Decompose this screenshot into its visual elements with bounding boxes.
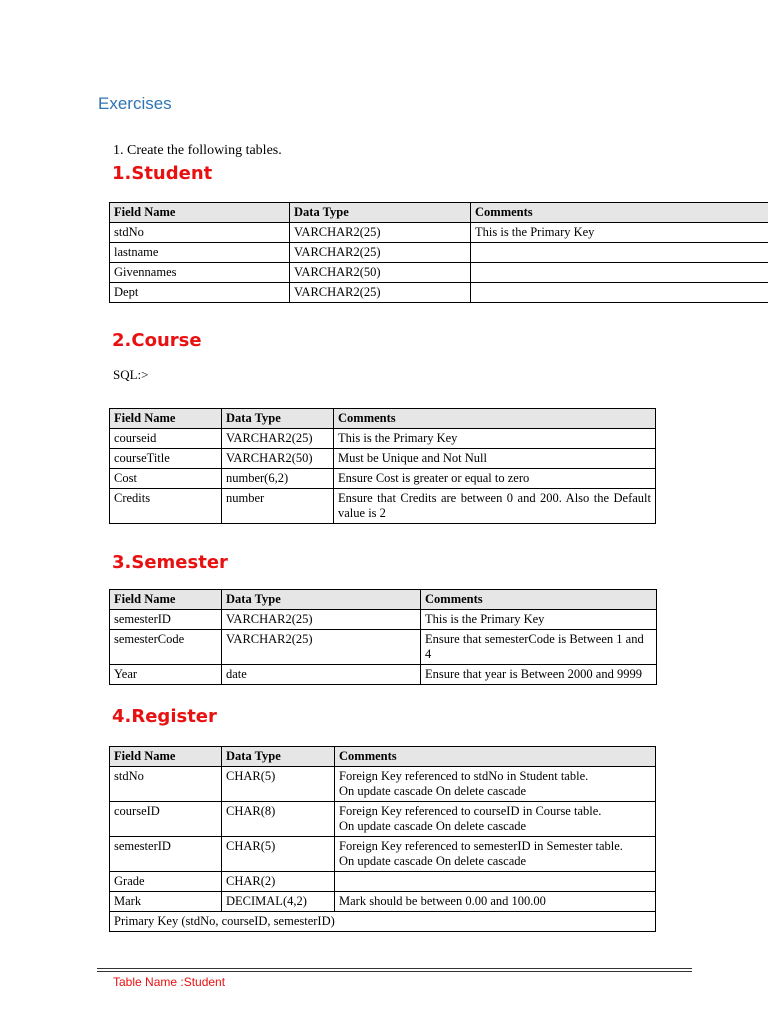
table-row — [110, 489, 656, 524]
comments-cell: Mark should be between 0.00 and 100.00 — [335, 892, 656, 912]
field-name-cell: Mark — [110, 892, 222, 912]
semester-table — [109, 589, 657, 685]
column-header: Data Type — [222, 409, 334, 429]
field-name-cell: Credits — [110, 489, 222, 524]
comments-cell: Must be Unique and Not Null — [334, 449, 656, 469]
table-row — [110, 223, 768, 243]
column-header: Field Name — [110, 409, 222, 429]
field-name-cell: lastname — [110, 243, 290, 263]
column-header: Comments — [421, 590, 657, 610]
sql-prompt: SQL:> — [113, 367, 149, 382]
column-header: Field Name — [110, 590, 222, 610]
table-row — [110, 283, 768, 303]
comments-cell — [335, 802, 656, 837]
table-row — [110, 630, 657, 665]
data-type-cell: VARCHAR2(25) — [222, 429, 334, 449]
column-header: Field Name — [110, 747, 222, 767]
comment-line: Foreign Key referenced to courseID in Course table. — [339, 804, 602, 818]
comment-line: Foreign Key referenced to stdNo in Student table. — [339, 769, 589, 783]
field-name-cell: stdNo — [110, 223, 290, 243]
column-header: Data Type — [290, 203, 471, 223]
footer-caption: Table Name :Student — [113, 975, 226, 989]
field-name-cell: semesterID — [110, 610, 222, 630]
section-title-register: 4.Register — [112, 706, 217, 727]
table-row — [110, 469, 656, 489]
data-type-cell: CHAR(5) — [222, 767, 335, 802]
comment-line: On update cascade On delete cascade — [339, 854, 527, 868]
data-type-cell: VARCHAR2(50) — [290, 263, 471, 283]
data-type-cell: number — [222, 489, 334, 524]
field-name-cell: Grade — [110, 872, 222, 892]
comments-cell: This is the Primary Key — [421, 610, 657, 630]
course-table — [109, 408, 656, 524]
primary-key-cell: Primary Key (stdNo, courseID, semesterID) — [110, 912, 656, 932]
field-name-cell: semesterID — [110, 837, 222, 872]
comments-cell: Ensure that year is Between 2000 and 9999 — [421, 665, 657, 685]
table-header-row — [110, 590, 657, 610]
field-name-cell: Givennames — [110, 263, 290, 283]
table-row — [110, 767, 656, 802]
comments-cell — [471, 283, 768, 303]
footer-divider — [97, 968, 692, 969]
intro-text: 1. Create the following tables. — [113, 143, 282, 158]
data-type-cell: DECIMAL(4,2) — [222, 892, 335, 912]
data-type-cell: number(6,2) — [222, 469, 334, 489]
table-header-row — [110, 203, 768, 223]
comments-cell — [471, 263, 768, 283]
table-header-row — [110, 747, 656, 767]
page-heading: Exercises — [98, 94, 172, 113]
comments-cell: Ensure that Credits are between 0 and 200. Also the Default value is 2 — [334, 489, 656, 524]
column-header: Data Type — [222, 590, 421, 610]
comments-cell — [335, 872, 656, 892]
data-type-cell: VARCHAR2(25) — [222, 610, 421, 630]
table-row — [110, 610, 657, 630]
footer-divider — [97, 971, 692, 972]
comments-cell: This is the Primary Key — [334, 429, 656, 449]
field-name-cell: courseid — [110, 429, 222, 449]
table-row — [110, 449, 656, 469]
table-row — [110, 263, 768, 283]
comments-cell — [471, 243, 768, 263]
comment-line: On update cascade On delete cascade — [339, 819, 527, 833]
field-name-cell: courseID — [110, 802, 222, 837]
data-type-cell: CHAR(8) — [222, 802, 335, 837]
comment-line: Foreign Key referenced to semesterID in Semester table. — [339, 839, 623, 853]
comments-cell — [335, 767, 656, 802]
table-row — [110, 802, 656, 837]
column-header: Data Type — [222, 747, 335, 767]
data-type-cell: VARCHAR2(25) — [290, 243, 471, 263]
register-table — [109, 746, 656, 932]
data-type-cell: CHAR(2) — [222, 872, 335, 892]
table-row — [110, 665, 657, 685]
field-name-cell: Dept — [110, 283, 290, 303]
table-header-row — [110, 409, 656, 429]
field-name-cell: semesterCode — [110, 630, 222, 665]
data-type-cell: VARCHAR2(50) — [222, 449, 334, 469]
field-name-cell: Cost — [110, 469, 222, 489]
data-type-cell: VARCHAR2(25) — [290, 223, 471, 243]
section-title-student: 1.Student — [112, 163, 213, 184]
section-title-semester: 3.Semester — [112, 552, 228, 573]
table-row — [110, 872, 656, 892]
column-header: Field Name — [110, 203, 290, 223]
data-type-cell: date — [222, 665, 421, 685]
data-type-cell: CHAR(5) — [222, 837, 335, 872]
table-row — [110, 243, 768, 263]
table-row — [110, 429, 656, 449]
column-header: Comments — [471, 203, 768, 223]
data-type-cell: VARCHAR2(25) — [290, 283, 471, 303]
student-table — [109, 202, 768, 303]
field-name-cell: Year — [110, 665, 222, 685]
comments-cell: Ensure that semesterCode is Between 1 and 4 — [421, 630, 657, 665]
data-type-cell: VARCHAR2(25) — [222, 630, 421, 665]
table-footer-row — [110, 912, 656, 932]
comment-line: On update cascade On delete cascade — [339, 784, 527, 798]
comments-cell: Ensure Cost is greater or equal to zero — [334, 469, 656, 489]
table-row — [110, 892, 656, 912]
field-name-cell: stdNo — [110, 767, 222, 802]
section-title-course: 2.Course — [112, 330, 202, 351]
column-header: Comments — [334, 409, 656, 429]
comments-cell: This is the Primary Key — [471, 223, 768, 243]
comments-cell — [335, 837, 656, 872]
column-header: Comments — [335, 747, 656, 767]
field-name-cell: courseTitle — [110, 449, 222, 469]
table-row — [110, 837, 656, 872]
